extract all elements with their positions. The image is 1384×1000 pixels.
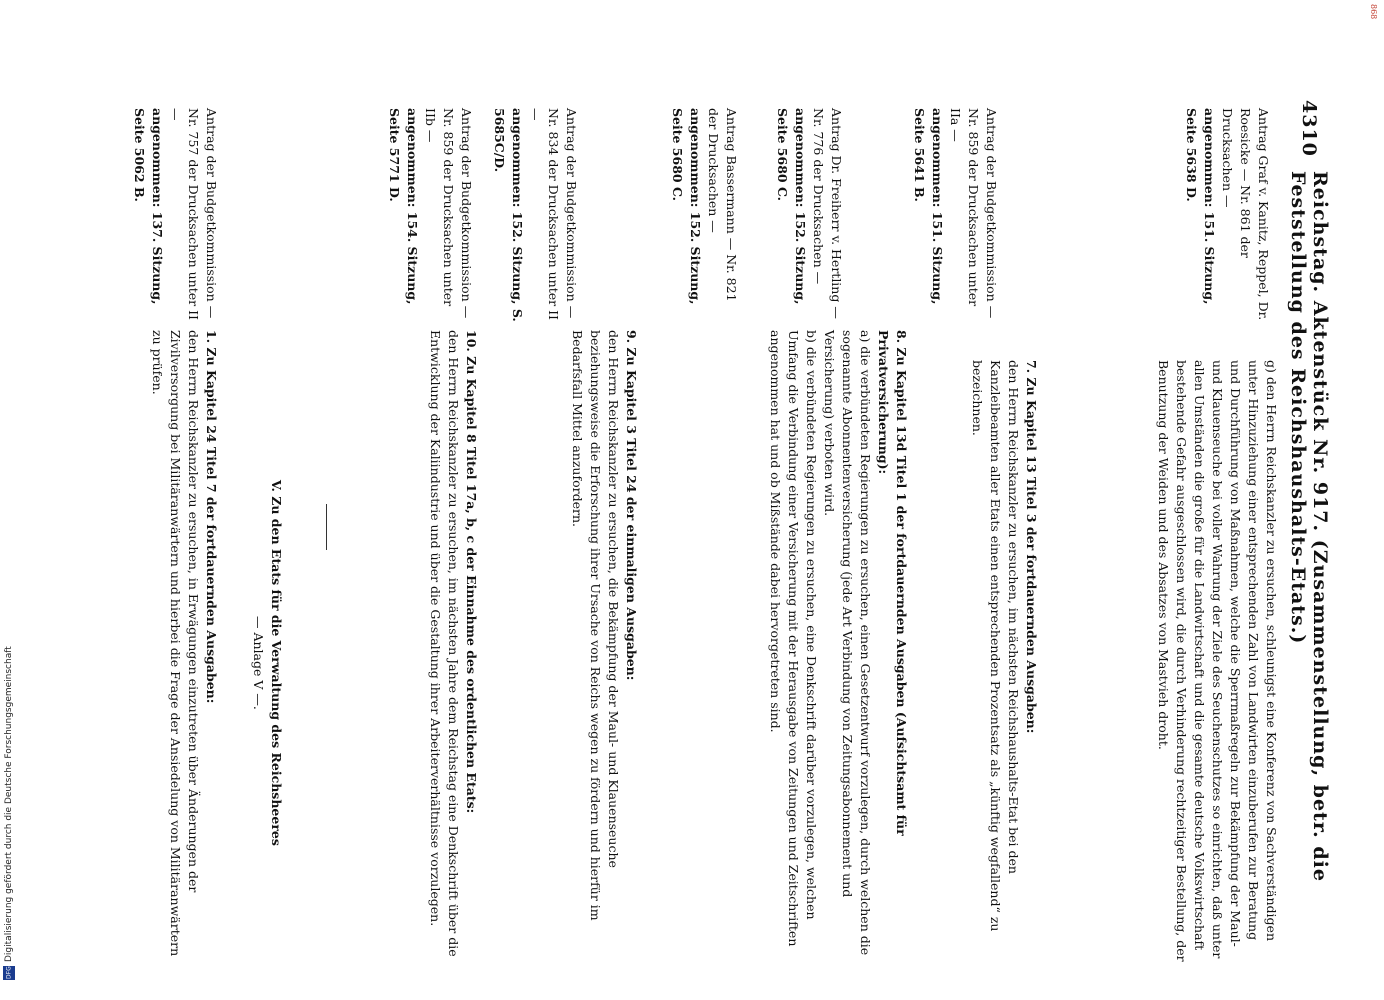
entry-status: angenommen: 154. Sitzung, Seite 5771 D.	[387, 108, 420, 305]
page-title: Reichstag. Aktenstück Nr. 917. (Zusammenstellung, betr. die Feststellung des Reichshaushalts-Etats.)	[1287, 170, 1331, 882]
section-divider	[326, 504, 327, 550]
entry-text: Antrag der Budgetkommission — Nr. 757 der Drucksachen unter II —	[168, 108, 219, 320]
entry-text: Antrag der Budgetkommission — Nr. 859 der Drucksachen unter IIb —	[423, 108, 474, 319]
section-7	[930, 360, 1040, 980]
section-9	[480, 330, 640, 980]
section-8-heading: 8. Zu Kapitel 13d Titel 1 der fortdauernden Ausgaben (Aufsichtsamt für Privatversicherung):	[876, 330, 909, 836]
section-8	[650, 330, 910, 980]
paragraph-g: g) den Herrn Reichskanzler zu ersuchen, schleunigst eine Konferenz von Sachverständigen unter Hinzuziehung einer entsprechenden Zahl von Landwirten einzuberufen zur Beratung und Durchführung von Maßnahmen, welche die Sperrmaßregeln zur Bekämpfung der Maul- und Klauenseuche bei voller Wahrung der Ziele des Seuchenschutzes so einrichten, daß unter allen Umständen die große für die Landwirtschaft und die gesamte deutsche Volkswirtschaft bestehende Gefahr ausgeschlossen wird, die durch Verhinderung rechtzeitiger Bestellung, der Benutzung der Weiden und des Absatzes von Mastvieh droht.	[1156, 360, 1279, 962]
section-1-body: den Herrn Reichskanzler zu ersuchen, in Erwägungen einzutreten über Änderungen der Zivilversorgung bei Militäranwärtern und hierbei die Frage der Ansiedelung von Militäranwärtern zu prüfen.	[150, 330, 201, 957]
section-1-heading: 1. Zu Kapitel 24 Titel 7 der fortdauernden Ausgaben:	[204, 330, 219, 704]
section-V-subtitle: — Anlage V —.	[251, 616, 266, 710]
section-g	[1050, 360, 1280, 980]
section-10-heading: 10. Zu Kapitel 8 Titel 17a, b, c der Einnahme des ordentlichen Etats:	[464, 330, 479, 814]
section-8b: b) die verbündeten Regierungen zu ersuchen, eine Denkschrift darüber vorzulegen, welchen Umfang die Verbindung einer Versicherung mit der Herausgabe von Zeitungen und Zeitschriften angenommen hat und ob Mißstände dabei hervorgetreten sind.	[768, 330, 819, 947]
section-V	[225, 360, 285, 980]
entry-7	[130, 108, 220, 338]
page-marker: 868	[1369, 4, 1378, 20]
entry-status: angenommen: 152. Sitzung, Seite 5680 C.	[670, 108, 703, 305]
entry-4	[670, 108, 740, 338]
entry-text: Antrag Graf v. Kanitz, Reppel, Dr. Roesicke — Nr. 861 der Drucksachen —	[1220, 108, 1271, 321]
section-7-body: den Herrn Reichskanzler zu ersuchen, im nächsten Reichshaushalts-Etat bei den Kanzleibeamten aller Etats einen entsprechenden Prozentsatz als „künftig wegfallend“ zu bezeichnen.	[970, 360, 1021, 932]
section-1	[80, 330, 220, 980]
entry-status: angenommen: 152. Sitzung, S. 5685C/D.	[492, 108, 525, 322]
section-10-body: den Herrn Reichskanzler zu ersuchen, im nächsten Jahre dem Reichstag eine Denkschrift über die Entwicklung der Kaliindustrie und über die Gestaltung ihrer Arbeiterverhältnisse vorzulegen.	[428, 330, 461, 957]
section-10	[360, 330, 480, 980]
entry-status: angenommen: 152. Sitzung, Seite 5680 C.	[775, 108, 808, 305]
entry-text: Antrag der Budgetkommission — Nr. 859 der Drucksachen unter IIa —	[948, 108, 999, 319]
entry-text: Antrag Dr. Freiherr v. Hertling — Nr. 776 der Drucksachen —	[811, 108, 844, 319]
entry-text: Antrag der Budgetkommission — Nr. 834 der Drucksachen unter II —	[528, 108, 579, 320]
footer-text: Digitalisierung gefördert durch die Deutsche Forschungsgemeinschaft	[4, 646, 14, 962]
entry-status: angenommen: 151. Sitzung, Seite 5641 B.	[912, 108, 945, 305]
entry-3	[755, 108, 845, 338]
section-7-heading: 7. Zu Kapitel 13 Titel 3 der fortdauernden Ausgaben:	[1024, 360, 1039, 734]
entry-6	[385, 108, 475, 338]
entry-5	[492, 108, 580, 338]
footer-credit	[2, 600, 16, 980]
section-9-body: den Herrn Reichskanzler zu ersuchen, die Bekämpfung der Maul- und Klauenseuche beziehungsweise die Erforschung ihrer Ursache von Reichs wegen zu fördern und hierfür im Bedarfsfall Mittel anzufordern.	[570, 330, 621, 921]
section-8a: a) die verbündeten Regierungen zu ersuchen, einen Gesetzentwurf vorzulegen, durch welchen die sogenannte Abonnentenversicherung (jede Art Verbindung von Zeitungsabonnement und Versicherung) verboten wird.	[822, 330, 873, 956]
entry-status: angenommen: 151. Sitzung, Seite 5638 D.	[1184, 108, 1217, 305]
page-number: 4310	[1298, 100, 1320, 157]
entry-2	[912, 108, 1000, 338]
page-header	[1287, 100, 1331, 980]
entry-text: Antrag Bassermann — Nr. 821 der Drucksachen —	[706, 108, 739, 302]
entry-1	[1182, 108, 1272, 338]
section-V-heading: V. Zu den Etats für die Verwaltung des Reichsheeres	[269, 480, 284, 846]
entry-status: angenommen: 137. Sitzung, Seite 5062 B.	[132, 108, 165, 305]
section-9-heading: 9. Zu Kapitel 3 Titel 24 der einmaligen Ausgaben:	[624, 330, 639, 681]
dfg-logo-icon: DFG	[3, 966, 15, 980]
